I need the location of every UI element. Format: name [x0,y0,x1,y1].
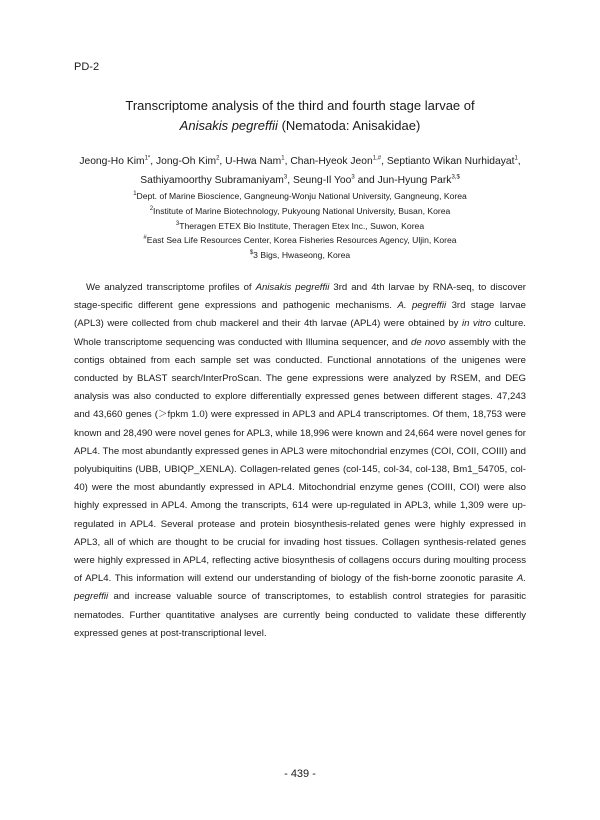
author-affil-mark: 3 [283,174,288,181]
abstract-text: assembly with the contigs obtained from each sample set was conducted. Functional annotations of the unigenes were conducted by BLAST search/InterProScan. The gene expressions were analyzed by RSEM, and DEG analysis was also conducted to explore differentially expressed genes between different stages. 47,243 and 43,660 genes (＞fpkm 1.0) were expressed in APL3 and APL4 transcriptomes. Of them, 18,753 were known and 28,490 were novel genes for APL3, while 18,996 were known and 24,664 were novel genes for APL4. The most abundantly expressed genes in APL3 were mitochondrial enzymes (COI, COII, COIII) and polyubiquitins (UBB, UBIQP_XENLA). Collagen-related genes (col-145, col-34, col-138, Bm1_54705, col-40) were the most abundantly expressed in APL4. Mitochondrial enzyme genes (COIII, COI) were also highly expressed in APL4. Among the transcripts, 614 were up-regulated in APL3, while 1,309 were up-regulated in APL4. Several protease and protein biosynthesis-related genes were highly expressed in APL3, all of which are thought to be crucial for invading host tissues. Collagen synthesis-related genes were highly expressed in APL4, reflecting active biosynthesis of collagens occurs during moulting process of APL4. This information will extend our understanding of biology of the fish-borne zoonotic parasite [74,336,526,585]
title-species: Anisakis pegreffii [179,118,278,133]
author [225,156,284,167]
page-number: - 439 - [284,768,316,780]
affiliation-text: Theragen ETEX Bio Institute, Theragen Etex Inc., Suwon, Korea [179,220,425,231]
author [378,175,460,186]
author-name: U-Hwa Nam [225,156,282,167]
affiliation-text: Dept. of Marine Bioscience, Gangneung-Wonju National University, Gangneung, Korea [136,191,467,201]
author [387,156,518,167]
author [79,156,150,167]
affiliation [60,204,540,219]
author-affil-mark: 2 [216,155,220,162]
affiliation-mark: 3 [175,220,180,227]
author-affil-mark: 1 [514,155,518,162]
affiliation [60,189,540,204]
author [293,175,355,186]
abstract-italic: A. pegreffii [74,573,526,603]
author-affil-mark: 1 [281,155,285,162]
author-list: Jeong-Ho Kim$^{1*}$, Jong-Oh Kim$^2$, U-Hwa Nam$^1$, Chan-Hyeok Jeon$^{1,\#}$, Septianto Wikan Nurhidayat$^1$, Sathiyamoorthy Subramaniyam$^3$, Seung-Il Yoo$^3$ and Jun-Hyung Park$^{3,\$}$ [79,155,521,186]
author-name: Chan-Hyeok Jeon [290,156,373,167]
affiliation-mark: # [143,235,147,242]
affiliation-text: Institute of Marine Biotechnology, Pukyoung National University, Busan, Korea [153,205,451,216]
affiliation-text: 3 Bigs, Hwaseong, Korea [253,250,351,261]
affiliation-mark: $ [249,250,254,257]
author [140,175,287,186]
abstract-body [74,279,526,643]
author-affil-mark: 3 [351,174,355,181]
abstract-text: and increase valuable source of transcriptomes, to establish control strategies for parasitic nematodes. Further quantitative analyses are currently being conducted to validate these differently expressed genes at post-transcriptional level. [74,591,526,639]
abstract-italic: A. pegreffii [397,300,447,312]
author-affil-mark: 3,$ [451,174,460,181]
affiliation [60,233,540,248]
affiliation-mark: 2 [149,205,154,212]
affiliation-mark: 1 [133,191,137,198]
title-line-1: Transcriptome analysis of the third and fourth stage larvae of [125,98,475,113]
title-line-2 [60,116,540,136]
author-name: Sathiyamoorthy Subramaniyam [140,175,284,186]
affiliation-list [60,189,540,263]
author [156,156,219,167]
abstract-italic: Anisakis pegreffii [255,282,330,293]
author-name: Jeong-Ho Kim [79,156,145,167]
abstract-text: We analyzed transcriptome profiles of [86,282,256,293]
author-name: Jun-Hyung Park [377,175,452,186]
author-name: Septianto Wikan Nurhidayat [386,156,515,167]
affiliation [60,248,540,263]
abstract-italic: de novo [411,336,446,348]
title-line-2-rest: (Nematoda: Anisakidae) [277,118,421,133]
author-name: Seung-Il Yoo [292,175,352,186]
author-affil-mark: 1* [144,155,151,162]
author-name: Jong-Oh Kim [155,156,217,167]
abstract-text: culture. Whole transcriptome sequencing was conducted with Illumina sequencer, and [74,318,526,348]
affiliation-text: East Sea Life Resources Center, Korea Fisheries Resources Agency, Uljin, Korea [146,235,457,246]
author-affil-mark: 1,# [372,155,382,162]
abstract-italic: in vitro [461,318,492,330]
abstract-text: 3rd stage larvae (APL3) were collected from chub mackerel and their 4th larvae (APL4) were obtained by [74,300,526,330]
session-code: PD-2 [74,61,100,73]
abstract-text: 3rd and 4th larvae by RNA-seq, to discover stage-specific different gene expressions and pathogenic mechanisms. [74,282,527,312]
author [290,156,381,167]
affiliation [60,219,540,234]
paper-title [60,96,540,136]
